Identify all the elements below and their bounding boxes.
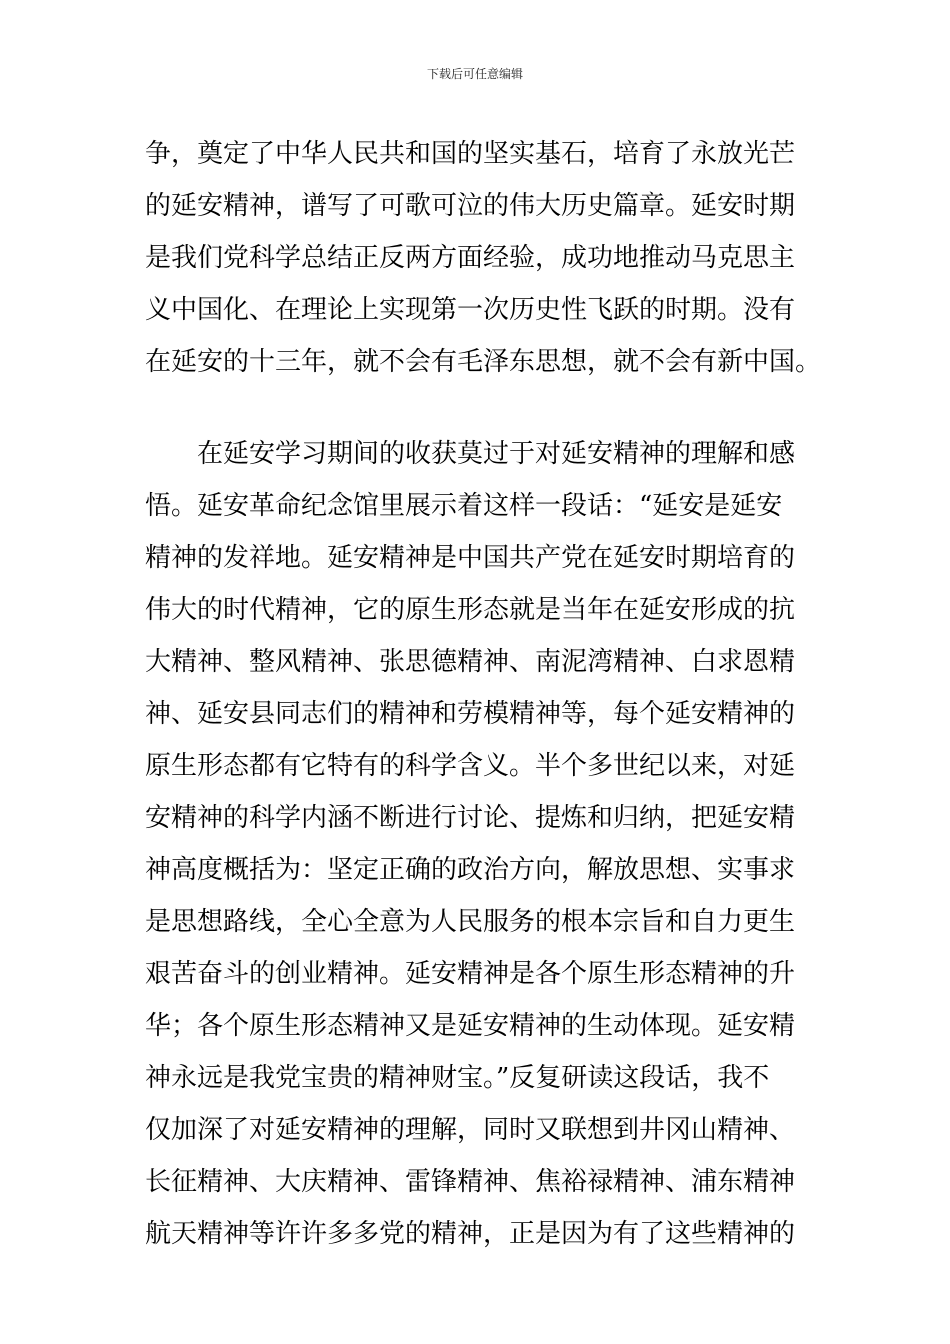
text-line: 在延安学习期间的收获莫过于对延安精神的理解和感 xyxy=(197,439,796,469)
text-line: 的延安精神，谱写了可歌可泣的伟大历史篇章。延安时期 xyxy=(145,191,796,221)
text-line: 义中国化、在理论上实现第一次历史性飞跃的时期。没有 xyxy=(145,295,796,325)
text-line: 神、延安县同志们的精神和劳模精神等，每个延安精神的 xyxy=(145,699,796,729)
text-line: 航天精神等许许多多党的精神，正是因为有了这些精神的 xyxy=(145,1219,796,1249)
paragraph-2 xyxy=(145,428,805,1260)
text-line: 在延安的十三年，就不会有毛泽东思想，就不会有新中国。 xyxy=(145,347,822,377)
text-line: 艰苦奋斗的创业精神。延安精神是各个原生形态精神的升 xyxy=(145,959,796,989)
text-line: 伟大的时代精神，它的原生形态就是当年在延安形成的抗 xyxy=(145,595,796,625)
page-header-note: 下载后可任意编辑 xyxy=(426,67,523,81)
text-line: 大精神、整风精神、张思德精神、南泥湾精神、白求恩精 xyxy=(145,647,796,677)
text-line: 神高度概括为：坚定正确的政治方向，解放思想、实事求 xyxy=(145,855,796,885)
text-line: 长征精神、大庆精神、雷锋精神、焦裕禄精神、浦东精神 xyxy=(145,1167,796,1197)
text-line: 安精神的科学内涵不断进行讨论、提炼和归纳，把延安精 xyxy=(145,803,796,833)
text-line: 华；各个原生形态精神又是延安精神的生动体现。延安精 xyxy=(145,1011,796,1041)
text-line: 精神的发祥地。延安精神是中国共产党在延安时期培育的 xyxy=(145,543,796,573)
text-line: 悟。延安革命纪念馆里展示着这样一段话：“延安是延安 xyxy=(145,491,783,521)
text-line: 原生形态都有它特有的科学含义。半个多世纪以来，对延 xyxy=(145,751,796,781)
text-line: 争，奠定了中华人民共和国的坚实基石，培育了永放光芒 xyxy=(145,139,796,169)
text-line: 是我们党科学总结正反两方面经验，成功地推动马克思主 xyxy=(145,243,796,273)
text-line: 仅加深了对延安精神的理解，同时又联想到井冈山精神、 xyxy=(145,1115,796,1145)
text-line: 神永远是我党宝贵的精神财宝。”反复研读这段话，我不 xyxy=(145,1063,770,1093)
paragraph-1 xyxy=(145,128,822,388)
text-line: 是思想路线，全心全意为人民服务的根本宗旨和自力更生 xyxy=(145,907,796,937)
